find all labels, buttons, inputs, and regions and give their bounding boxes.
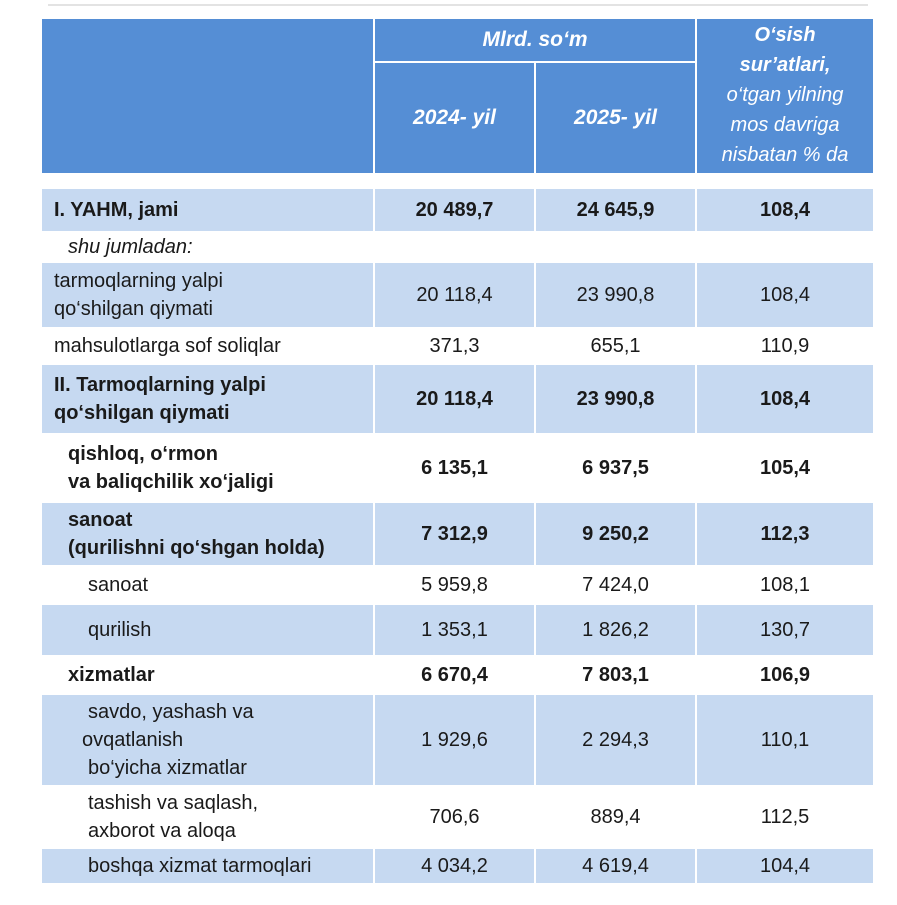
value-2024: 706,6	[374, 785, 535, 849]
row-label-line: qo‘shilgan qiymati	[54, 298, 213, 320]
row-label: sanoat	[41, 565, 374, 605]
value-2025: 655,1	[535, 327, 696, 365]
top-divider	[48, 0, 868, 6]
table-row-sanoat-qurilish	[41, 503, 874, 565]
growth-value: 108,4	[696, 189, 874, 231]
value-2024: 1 929,6	[374, 695, 535, 785]
row-label-line: sanoat	[68, 509, 133, 531]
table-row-tarmoq-yq	[41, 263, 874, 327]
growth-value: 105,4	[696, 433, 874, 503]
table-row-soliq	[41, 327, 874, 365]
row-label-line: tashish va saqlash,	[88, 792, 259, 814]
table-row-yahm	[41, 189, 874, 231]
growth-value: 108,4	[696, 365, 874, 433]
spacer-row	[41, 174, 874, 189]
value-2024: 6 135,1	[374, 433, 535, 503]
row-label	[41, 433, 374, 503]
row-label-line: axborot va aloqa	[88, 820, 236, 842]
value-2025: 1 826,2	[535, 605, 696, 655]
value-2025: 7 803,1	[535, 655, 696, 695]
growth-value: 130,7	[696, 605, 874, 655]
value-2025: 23 990,8	[535, 263, 696, 327]
value-2025: 2 294,3	[535, 695, 696, 785]
growth-title-3: o‘tgan yilning	[726, 84, 844, 106]
row-label	[41, 785, 374, 849]
header-blank	[41, 18, 374, 174]
value-2024: 371,3	[374, 327, 535, 365]
value-2024: 1 353,1	[374, 605, 535, 655]
table-row-tarmoq-ii	[41, 365, 874, 433]
value-2024: 20 118,4	[374, 365, 535, 433]
row-label-line: tarmoqlarning yalpi	[54, 270, 223, 292]
table-row-xizmatlar	[41, 655, 874, 695]
row-label-line: (qurilishni qo‘shgan holda)	[68, 537, 325, 559]
growth-value: 112,5	[696, 785, 874, 849]
growth-value: 108,4	[696, 263, 874, 327]
value-2025: 889,4	[535, 785, 696, 849]
table-row-shu-jumladan	[41, 231, 874, 263]
row-label-line: qishloq, o‘rmon	[68, 443, 218, 465]
header-year-2025: 2025- yil	[535, 62, 696, 174]
row-label-line: va baliqchilik xo‘jaligi	[68, 471, 274, 493]
header-unit: Mlrd. so‘m	[374, 18, 696, 62]
row-label: boshqa xizmat tarmoqlari	[41, 849, 374, 883]
growth-value: 110,9	[696, 327, 874, 365]
row-label	[41, 365, 374, 433]
value-2024: 7 312,9	[374, 503, 535, 565]
header-growth	[696, 18, 874, 174]
row-label: mahsulotlarga sof soliqlar	[41, 327, 374, 365]
growth-title-5: nisbatan % da	[721, 144, 849, 166]
row-label	[41, 263, 374, 327]
row-label: xizmatlar	[41, 655, 374, 695]
table-row-tashish	[41, 785, 874, 849]
value-2024: 4 034,2	[374, 849, 535, 883]
growth-title-4: mos davriga	[730, 114, 840, 136]
table-row-qurilish	[41, 605, 874, 655]
value-2025: 6 937,5	[535, 433, 696, 503]
value-2024: 6 670,4	[374, 655, 535, 695]
row-label-line: qo‘shilgan qiymati	[54, 402, 230, 424]
value-2025: 23 990,8	[535, 365, 696, 433]
table-row-qishloq	[41, 433, 874, 503]
header-row-1	[41, 18, 874, 62]
value-2025: 24 645,9	[535, 189, 696, 231]
row-label	[41, 503, 374, 565]
growth-value: 106,9	[696, 655, 874, 695]
value-2025: 4 619,4	[535, 849, 696, 883]
value-2024: 20 118,4	[374, 263, 535, 327]
table-row-sanoat	[41, 565, 874, 605]
value-2025: 9 250,2	[535, 503, 696, 565]
table-row-savdo	[41, 695, 874, 785]
growth-value: 104,4	[696, 849, 874, 883]
row-label-line: bo‘yicha xizmatlar	[88, 757, 247, 779]
growth-value: 112,3	[696, 503, 874, 565]
row-label-line: II. Tarmoqlarning yalpi	[54, 374, 266, 396]
value-2024: 20 489,7	[374, 189, 535, 231]
growth-title-1: O‘sish	[754, 24, 816, 46]
header-year-2024: 2024- yil	[374, 62, 535, 174]
growth-value: 110,1	[696, 695, 874, 785]
value-2024: 5 959,8	[374, 565, 535, 605]
value-2025: 7 424,0	[535, 565, 696, 605]
growth-title-2: sur’atlari,	[739, 54, 831, 76]
row-label-line: savdo, yashash va	[88, 701, 254, 723]
growth-value: 108,1	[696, 565, 874, 605]
gdp-table	[40, 17, 875, 883]
table-row-boshqa	[41, 849, 874, 883]
row-label: I. YAHM, jami	[41, 189, 374, 231]
row-label: shu jumladan:	[41, 231, 374, 263]
row-label-line: ovqatlanish	[82, 729, 184, 751]
row-label: qurilish	[41, 605, 374, 655]
row-label	[41, 695, 374, 785]
